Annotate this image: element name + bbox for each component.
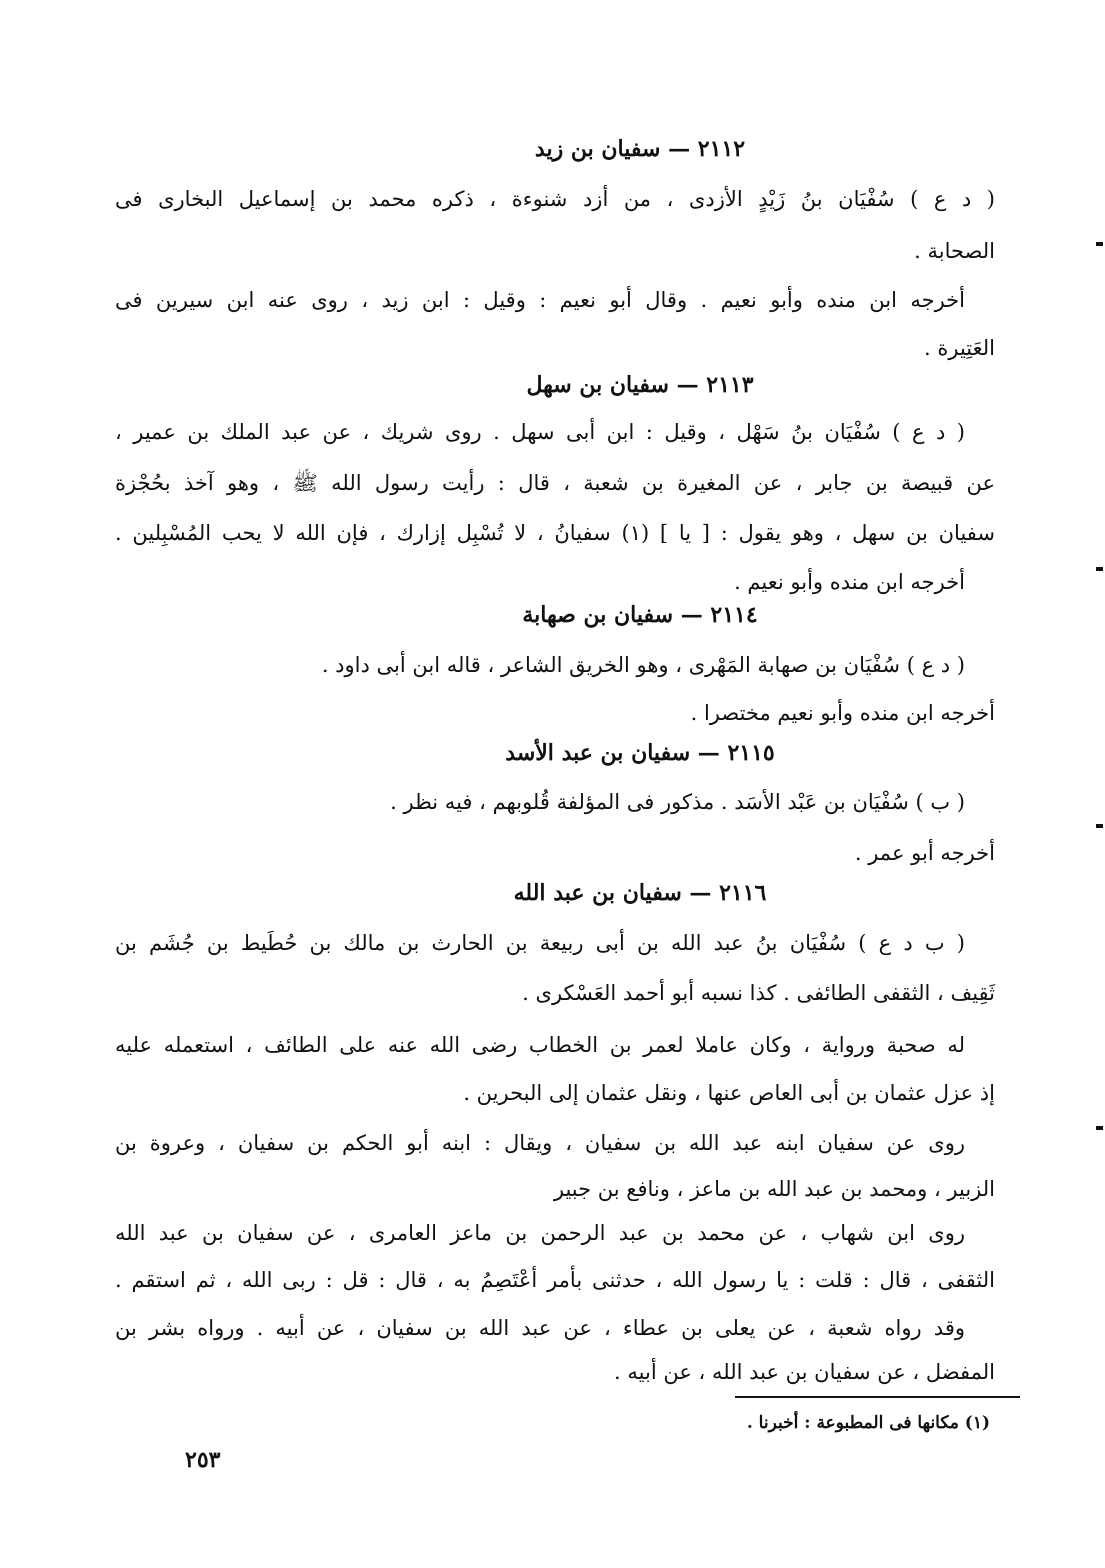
entry-text-line: روى عن سفيان ابنه عبد الله بن سفيان ، ويقال : ابنه أبو الحكم بن سفيان ، وعروة بن [115, 1131, 965, 1155]
entry-text-line: الزبير ، ومحمد بن عبد الله بن ماعز ، ونافع بن جبير [553, 1177, 995, 1201]
entry-text-line: ( ب ) سُفْيَان بن عَبْد الأسَد . مذكور فى المؤلفة قُلوبهم ، فيه نظر . [390, 790, 965, 814]
entry-heading: ٢١١٦ — سفيان بن عبد الله [513, 880, 767, 906]
entry-heading: ٢١١٥ — سفيان بن عبد الأسد [505, 740, 775, 766]
entry-text-line: له صحبة ورواية ، وكان عاملا لعمر بن الخطاب رضى الله عنه على الطائف ، استعمله عليه [115, 1033, 965, 1057]
entry-text-line: الصحابة . [914, 239, 995, 263]
page-number: ٢٥٣ [185, 1447, 221, 1473]
entry-text-line: عن قبيصة بن جابر ، عن المغيرة بن شعبة ، قال : رأيت رسول الله ﷺ ، وهو آخذ بحُجْزة [115, 471, 995, 495]
entry-heading: ٢١١٤ — سفيان بن صهابة [522, 602, 758, 628]
scan-edge-mark [1096, 1126, 1103, 1130]
entry-text-line: أخرجه ابن منده وأبو نعيم . وقال أبو نعيم : وقيل : ابن زيد ، روى عنه ابن سيرين فى [115, 288, 965, 312]
entry-text-line: ثَقِيف ، الثقفى الطائفى . كذا نسبه أبو أحمد العَسْكرى . [522, 981, 995, 1005]
scan-edge-mark [1096, 242, 1103, 246]
entry-text-line: وقد رواه شعبة ، عن يعلى بن عطاء ، عن عبد الله بن سفيان ، عن أبيه . ورواه بشر بن [115, 1316, 965, 1340]
entry-text-line: إذ عزل عثمان بن أبى العاص عنها ، ونقل عثمان إلى البحرين . [463, 1081, 995, 1105]
entry-text-line: أخرجه أبو عمر . [854, 841, 995, 865]
footnote: (١) مكانها فى المطبوعة : أخبرنا . [746, 1413, 990, 1433]
entry-text-line: سفيان بن سهل ، وهو يقول : [ يا ] (١) سفيانُ ، لا تُسْبِل إزارك ، فإن الله لا يحب المُسْبِلين . [115, 521, 996, 545]
entry-text-line: أخرجه ابن منده وأبو نعيم مختصرا . [690, 701, 995, 725]
entry-heading: ٢١١٣ — سفيان بن سهل [526, 372, 754, 398]
entry-text-line: الثقفى ، قال : قلت : يا رسول الله ، حدثنى بأمر أعْتَصِمُ به ، قال : قل : ربى الله ، ثم استقم . [115, 1268, 995, 1292]
entry-text-line: أخرجه ابن منده وأبو نعيم . [734, 570, 965, 594]
entry-heading: ٢١١٢ — سفيان بن زيد [534, 136, 746, 162]
entry-text-line: ( ب د ع ) سُفْيَان بنُ عبد الله بن أبى ربيعة بن الحارث بن مالك بن حُطَيط بن جُشَم بن [115, 931, 965, 955]
entry-text-line: المفضل ، عن سفيان بن عبد الله ، عن أبيه . [614, 1360, 995, 1384]
scan-edge-mark [1096, 824, 1103, 828]
scan-edge-mark [1096, 567, 1103, 571]
footnote-divider [735, 1396, 1020, 1398]
entry-text-line: العَتِيرة . [924, 336, 995, 360]
entry-text-line: ( د ع ) سُفْيَان بن صهابة المَهْرى ، وهو الخريق الشاعر ، قاله ابن أبى داود . [321, 653, 965, 677]
entry-text-line: ( د ع ) سُفْيَان بنُ سَهْل ، وقيل : ابن أبى سهل . روى شريك ، عن عبد الملك بن عمير ، [115, 420, 965, 444]
entry-text-line: ( د ع ) سُفْيَان بنُ زَيْدٍ الأزدى ، من أزد شنوءة ، ذكره محمد بن إسماعيل البخارى فى [115, 187, 995, 211]
entry-text-line: روى ابن شهاب ، عن محمد بن عبد الرحمن بن ماعز العامرى ، عن سفيان بن عبد الله [115, 1221, 965, 1245]
